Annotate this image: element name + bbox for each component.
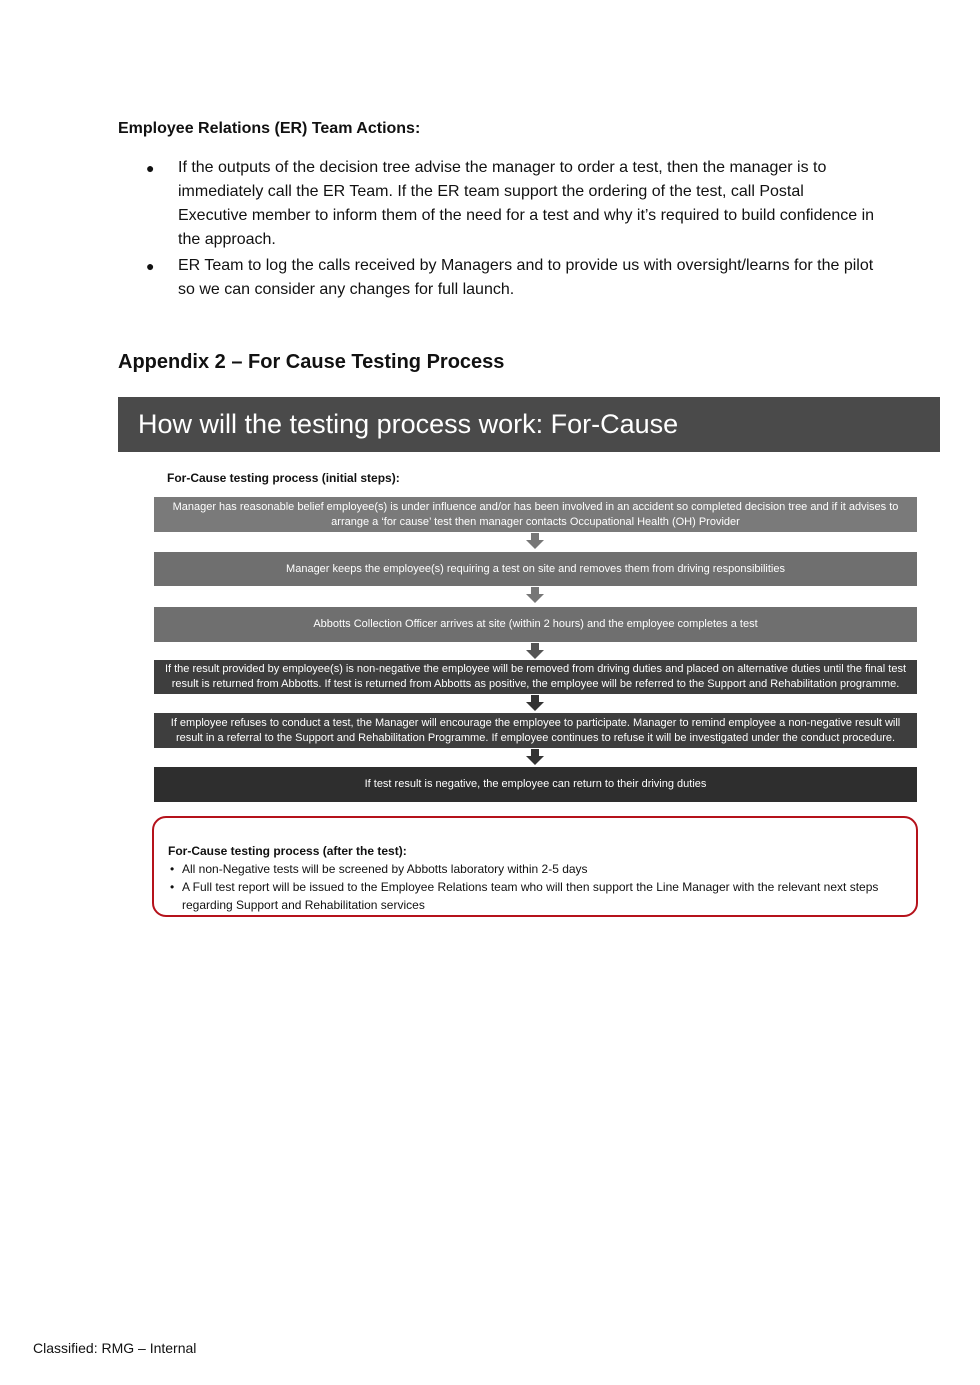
step-text: If employee refuses to conduct a test, the Manager will encourage the employee to participate. Manager to remind employee a non-negative result will result in a referral to the Support and Rehabilitation Programme. If employee continues to refuse it will be investigated under the conduct procedure. bbox=[170, 716, 901, 744]
after-test-box bbox=[152, 816, 918, 917]
classification-footer: Classified: RMG – Internal bbox=[33, 1340, 197, 1356]
process-step-5 bbox=[154, 713, 917, 748]
process-step-4 bbox=[154, 660, 917, 694]
step-text: Manager has reasonable belief employee(s) is under influence and/or has been involved in an accident so completed decision tree and if it advises to arrange a ‘for cause’ test then manager contacts Occupational Health (OH) Provider bbox=[172, 500, 899, 528]
down-arrow-icon bbox=[526, 587, 544, 603]
step-text: Manager keeps the employee(s) requiring a test on site and removes them from driving responsibilities bbox=[286, 562, 785, 575]
list-item bbox=[146, 156, 876, 252]
bullet-icon: ● bbox=[146, 160, 155, 176]
step-text: If the result provided by employee(s) is non-negative the employee will be removed from driving duties and placed on alternative duties until the final test result is returned from Abbotts. If test is returned from Abbotts as positive, the employee will be referred to the Support and Rehabilitation programme. bbox=[164, 663, 907, 690]
er-actions-list bbox=[146, 156, 876, 304]
initial-steps-heading: For-Cause testing process (initial steps): bbox=[167, 471, 400, 485]
list-item-text: If the outputs of the decision tree advise the manager to order a test, then the manager is to immediately call the ER Team. If the ER team support the ordering of the test, call Postal Executive member to inform them of the need for a test and why it’s required to build confidence in the approach. bbox=[178, 159, 875, 248]
down-arrow-icon bbox=[526, 533, 544, 549]
section-heading: Employee Relations (ER) Team Actions: bbox=[118, 120, 421, 137]
process-step-1 bbox=[154, 497, 917, 532]
bullet-icon: ● bbox=[146, 258, 155, 274]
process-banner: How will the testing process work: For-Cause bbox=[118, 397, 940, 452]
process-step-3 bbox=[154, 607, 917, 642]
down-arrow-icon bbox=[526, 695, 544, 711]
appendix-heading: Appendix 2 – For Cause Testing Process bbox=[118, 351, 505, 373]
step-text: Abbotts Collection Officer arrives at site (within 2 hours) and the employee completes a test bbox=[313, 618, 758, 630]
down-arrow-icon bbox=[526, 643, 544, 659]
step-text: If test result is negative, the employee can return to their driving duties bbox=[364, 778, 707, 790]
list-item-text: All non-Negative tests will be screened by Abbotts laboratory within 2-5 days bbox=[182, 862, 588, 876]
bullet-icon: • bbox=[170, 862, 175, 876]
list-item-text: ER Team to log the calls received by Managers and to provide us with oversight/learns for the pilot so we can consider any changes for full launch. bbox=[178, 257, 874, 298]
list-item bbox=[146, 254, 876, 302]
after-test-title: For-Cause testing process (after the test): bbox=[168, 844, 407, 858]
down-arrow-icon bbox=[526, 749, 544, 765]
list-item bbox=[168, 860, 902, 878]
bullet-icon: • bbox=[170, 880, 175, 894]
list-item-text: A Full test report will be issued to the Employee Relations team who will then support the Line Manager with the relevant next steps regarding Support and Rehabilitation services bbox=[182, 880, 879, 912]
list-item bbox=[168, 878, 902, 914]
process-step-2 bbox=[154, 552, 917, 586]
process-step-6 bbox=[154, 767, 917, 802]
